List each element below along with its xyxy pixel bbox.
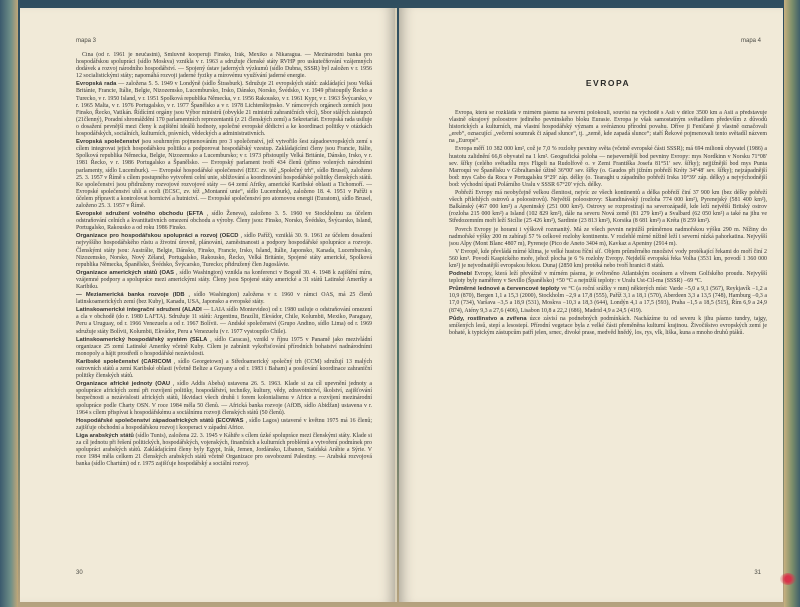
- paragraph-text: (sídlo Tunis), založena 22. 3. 1945 v Káhiře s cílem úzké spolupráce mezi členskými státy. Klade si za cíl jednotu při řešení politických, hospodářských, vojenských, finančních a kulturních problémů a vytvoření podmínek pro spolupráci arabských států. Zakládajícími členy byly Egypt, Irák, Jemen, Jordánsko, Libanon, Saúdská Arábie a Sýrie. V roce 1984 měla celkem 21 členských arabských států včetně Organizace pro osvobození Palestiny. — Arabská rozvojová banka (sídlo Chartúm) od r. 1975 zajišťuje hospodářský a sociální rozvoj.: [76, 432, 372, 468]
- paragraph: [449, 271, 767, 285]
- paragraph-text: , sídlo Addis Abeba) ustavena 26. 5. 1963. Klade si za cíl upevnění jednoty a spolupráce afrických zemí při rozvíjení politiky, hospodářství, techniky, kultury, vědy, zdravotnictví, školství, zajišťování bezpečnosti a nezávislosti afrických států, likvidaci všech druhů i forem kolonialismu v Africe a rozvíjení mezinárodní spolupráce podle Charty OSN. V roce 1984 měla 50 členů. — Africká banka rozvoje (AfDB, sídlo Abidžan) ustavena v r. 1964 s cílem přispívat k hospodářskému a sociálnímu rozvoji členských států (50 členů).: [76, 381, 372, 416]
- paragraph: [449, 249, 767, 270]
- paragraph-text: jsou souhrnným pojmenováním pro 3 společenství, jež vytvořilo šest západoevropských zemí s cílem integrovat jejich hospodářskou politiku a podporovat hospodářský vzestup. Zakládajícími členy jsou Francie, Itálie, Spolková republika Německa, Belgie, Nizozemsko a Lucembursko; v r. 1973 přistoupily Velká Británie, Dánsko, Irsko, v r. 1981 Řecko, v r. 1986 Portugalsko a Španělsko. — Evropský parlament tvoří 434 členů (přímo volených národními parlamenty, sídlo Lucemburk). — Evropské hospodářské společenství (EEC zv. též „Společný trh“, sídlo Brusel), založeno 25. 3. 1957 v Římě s cílem postupného vytvoření celní unie, sbližování a koordinování hospodářské politiky členských států. Ke společenství jsou přidruženy rozvojové rozvojové státy — 64 zemí Afriky, americké Karibské oblasti a Tichomoří. — Evropské společenství uhlí a oceli (ECSC, zv. též „Montanní unie“, sídlo Lucemburk), založeno 18. 4. 1951 v Paříži s účelem přípravit a kontrolovat hornictví a hutnictví. — Evropské společenství pro atomovou energii (Euratom), sídlo Brusel, založeno 25. 3. 1957 v Římě.: [76, 139, 372, 209]
- paragraph-text: , sídlo Lagos) ustavené v květnu 1975 má 16 členů; zajišťuje obchodní a hospodářskou rozvoj i kooperaci v západní Africe.: [76, 417, 372, 431]
- paragraph: [76, 418, 372, 432]
- paragraph-heading: — Meziamerická banka rozvoje (IDB: [76, 292, 185, 299]
- paragraph-heading: Organizace pro hospodářskou spolupráci a rozvoj (OECD: [76, 233, 239, 240]
- paragraph-text: , sídlo Washington) vznikla na konferenci v Bogotě 30. 4. 1948 k zajištění míru, vzájemné podpory a spolupráce mezi americkými státy. Členy jsou Spojené státy americké a 31 států Latinské Ameriky a Karibiku.: [76, 269, 372, 290]
- paragraph-text: V Evropě, kde převládá mírné klima, je velké hustou říční síť. Objem průměrného množství vody protékající řekami do moří činí 2 560 km³. Povodí Kaspického moře, jehož plocha je 6 % rozlohy Evropy. Nejdelší evropská řeka Volha (3531 km, povodí 1 360 000 km²) je nejvodnatější evropskou řekou. Dunaj (2850 km) protéká nebo tvoří hranici 8 států.: [449, 248, 767, 269]
- right-text-column: [449, 110, 767, 578]
- paragraph-heading: Evropská společenství: [76, 139, 140, 146]
- paragraph-text: , sídlo Ženeva), založeno 3. 5. 1960 ve Stockholmu za účelem odstraňování celních a kvantitativních omezení obchodu a výroby. Členy jsou: Finsko, Norsko, Švédsko, Švýcarsko, Island, Portugalsko, Rakousko a od roku 1986 Finsko.: [76, 211, 372, 232]
- paragraph-heading: Evropské sdružení volného obchodu (EFTA: [76, 211, 204, 218]
- paragraph-text: Evropa, která se rozkládá v mírném pásmu na severní polokouli, souvisí na východě s Asií v délce 3500 km a Asii a představuje vlastně okrajový poloostrov jediného pevninského bloku Eurasie. Evropa je však samostatným světadílem především z důvodů historických a kulturních, má vlastní hospodářský význam a svéráznou přírodní povahu. Dříve ji Feničané ji vlastně označovali „ereb“, oznacující „večerní soumrak či západ slunce“, tj. „země, kde zapadá slunce“; staří Řekové pojmenovali tento světadíl názvem na „Europé“.: [449, 110, 767, 145]
- paragraph-text: , sídlo Paříž), vzniklá 30. 9. 1961 ze účelem dosažení nejvyššího hospodářského růstu a životní úrovně, plánování, zaměstnanosti a podpory hospodářské spolupráce a rozvoje. Členskými státy jsou: Austrálie, Belgie, Dánsko, Finsko, Francie, Irsko, Island, Itálie, Japonsko, Kanada, Lucembursko, Nizozemsko, Norsko, Nový Zéland, Portugalsko, Rakousko, Řecko, Velká Británie, Spojené státy americké, Spolková republika Německa, Španělsko, Švédsko, Švýcarsko, Turecko; přidružený člen Jugoslávie.: [76, 233, 372, 268]
- paragraph: [449, 227, 767, 248]
- paragraph-heading: Evropská rada: [76, 81, 117, 88]
- paragraph-text: Pobřeží Evropy má neobyčejně velkou členitost, nejvíc ze všech kontinentů a délka pobřeží činí 37 900 km (bez délky pobřeží všech přilehlých ostrovů a poloostrovů). Největší poloostrovy: Skandinávský (rozloha 774 000 km²), Pyrenejský (581 400 km²), Balkánský (467 000 km²) a Apeninský (251 000 km²). Ostrovy se rozprostírají na severozápadě, kde leží největší Britský ostrov (rozloha 215 000 km²) a Island (102 829 km²), dále na severu Nová země (81 279 km²) a Svalbard (62 050 km²) a také na jihu ve Středozemním moři leží Sicílie (25 426 km²), Sardinie (23 813 km²), Korsika (8 681 km²) a Kréta (8 259 km²).: [449, 190, 767, 225]
- page-number-right: 31: [754, 570, 761, 576]
- paragraph-text: , sídlo Washington) založena v r. 1960 v rámci OAS, má 25 členů latinskoamerických zemí (bez Kuby), Kanadu, USA, Japonsko a evropské státy.: [76, 292, 372, 306]
- paragraph: [76, 292, 372, 306]
- paragraph-text: Evropa měří 10 382 000 km², což je 7,0 % rozlohy pevniny světa (včetně evropské části SSSR); má 694 milionů obyvatel (1986) a hustotu zalidnění 66,8 obyvatel na 1 km². Geografická poloha — nejsevernější bod pevniny Evropy: mys Nordkinn v Norsku 71°08′ sev. šířky (celého světadílu mys Fligeli na Rudolfově o. v Zemi Františka Josefa 81°51′ sev. šířky); nejjižnější bod mys Punta Marroquí ve Španělsku v Gibraltarské úžině 36°00′ sev. šířky (o. Gaudos při jižním pobřeží Kréty 34°48′ sev. šířky); nejzápadnější bod: mys Cabo da Roca v Portugalsku 9°29′ záp. délky (o. Tearaght u západního pobřeží Irska 10°39′ záp. délky) a nejvýchodnější bod: východní úpatí Polárního Uralu v SSSR 67°20′ vých. délky.: [449, 146, 767, 188]
- lipstick-mark: [780, 573, 796, 585]
- paragraph: [76, 433, 372, 468]
- paragraph-text: Evropy, která leží převážně v mírném pásmu, je ovlivněno Atlantským oceánem a vlivem Golfského proudu. Nejvyšší teploty byly naměřeny v Sevillo (Španělsko) +50 °C a nejnižší teploty: v Uralu Ust-Cil-ma (SSSR) −69 °C.: [449, 271, 767, 285]
- paragraph: [76, 307, 372, 335]
- paragraph: [449, 286, 767, 314]
- book-cover-edge-left: [0, 0, 18, 607]
- paragraph-heading: Liga arabských států: [76, 432, 134, 439]
- paragraph: [76, 359, 372, 380]
- paragraph: [76, 381, 372, 416]
- paragraph-text: — LAIA sídlo Montevideo) od r. 1980 usiluje o odstraňování omezení a cla v obchodě (do r. 1980 LAFTA). Sdružuje 11 států: Argentinu, Brazílii, Ekvádor, Chile, Kolumbii, Mexiko, Paraguay, Peru a Uruguay, od r. 1966 Venezuelu a od r. 1967 Bolívii. — Andské společenství (Grupo Andino, sídlo Lima) od r. 1969 sdružuje státy Bolívii, Kolumbii, Ekvádor, Peru a Venezuelu (v r. 1977 vystoupilo Chile).: [76, 307, 372, 335]
- paragraph: [449, 316, 767, 337]
- paragraph-heading: Organizace africké jednoty (OAU: [76, 381, 171, 388]
- paragraph-heading: Organizace amerických států (OAS: [76, 269, 175, 276]
- paragraph-heading: Půdy, rostlinstvo a zvířena: [449, 315, 527, 322]
- paragraph-text: ve °C (a roční srážky v mm) některých míst: Varde −5,0 a 9,1 (567), Reykjavík −1,2 a 10,9 (870), Bergen 1,1 a 15,3 (2000), Stockholm −2,9 a 17,8 (555), Paříž 3,1 a 18,1 (570), Aberdeen 3,3 a 13,5 (748), Hamburg −0,3 a 17,0 (734), Varšava −3,5 a 18,9 (531), Moskva −10,3 a 18,3 (644), Londýn 4,1 a 17,5 (593), Praha −1,5 a 18,5 (515), Řím 6,9 a 24,9 (874), Atény 9,3 a 27,6 (406), Lisabon 10,8 a 22,2 (686), Madrid 4,9 a 24,5 (419).: [449, 286, 767, 314]
- paragraph: [76, 52, 372, 80]
- paragraph: [449, 190, 767, 225]
- paragraph-heading: Latinskoamerické integrační sdružení (ALADI: [76, 307, 202, 314]
- paragraph-heading: Podnebí: [449, 271, 472, 278]
- page-number-left: 30: [76, 570, 83, 576]
- paragraph: [449, 146, 767, 189]
- paragraph-text: — založena 5. 5. 1949 v Londýně (sídlo Štrasburk). Sdružuje 21 evropských států: zakládající jsou Velká Británie, Francie, Itálie, Belgie, Nizozemsko, Lucembursko, Irsko, Dánsko, Norsko, Švédsko, v r. 1949 přistoupily Řecko a Turecko, v r. 1950 Island, v r. 1951 Spolková republika Německa, v r. 1956 Rakousko, v r. 1961 Kypr, v r. 1963 Švýcarsko, v r. 1965 Malta, v r. 1976 Portugalsko, v r. 1977 Španělsko a v r. 1978 Lichtenštejnsko. V rámcových orgánech zemích jsou Finsko, Řecko, Vatikán. Řídícími orgány jsou Výbor ministrů (obvykle 21 ministrů zahraničních věcí), Sbor stálých zástupců (21členný), Poradní shromáždění 170 parlamentních reprezentantů (z 21 členských zemí) a Sekretariát. Evropská rada usiluje o dosažení pevnější mezi členy k zajištění ideálů hodnoty, společné evropské dědictví a ke koordinaci politiky v otázkách hospodářských, sociálních, kulturních, právních, vědeckých a administrativních.: [76, 81, 372, 138]
- paragraph-text: , sídlo Georgetown) a Středoamerický společný trh (CCM) sdružují 13 malých ostrovních států a zemí Karibské oblasti (včetně Belize a Guyany a od r. 1983 i Baham) a posilování koordinace zahraniční politiky členských států.: [76, 358, 372, 380]
- paragraph: [449, 110, 767, 145]
- section-title: EVROPA: [585, 78, 631, 88]
- paragraph-text: Čína (od r. 1961 je neučastní), Šmluvně kooperují Finsko, Irák, Mexiko a Nikaragua. — Mezinárodní banka pro hospodářskou spolupráci (sídlo Moskva) vznikla v r. 1963 a sdružuje členské státy RVHP pro uskutečňování vzájemných dodávek a rozvoj národního hospodářství. — Spojený ústav jaderných výzkumů (sídlo Dubna, SSSR) byl založen v r. 1956 12 socialistickými státy; napomáhá rozvoji jaderné fyziky a mírovému využívání jaderné energie.: [76, 52, 372, 80]
- paragraph-heading: Hospodářské společenství západoafrických států (ECOWAS: [76, 417, 244, 424]
- paragraph-heading: Latinskoamerický hospodářský systém (SELA: [76, 336, 208, 343]
- paragraph-text: , sídlo Caracas), vznikl v říjnu 1975 v Panamě jako mezivládní organizace 25 zemí Latinské Ameriky včetně Kuby. Cílem je zabránit vykořisťování přírodních bohatství nadnárodními monopoly a hájit prostředí o hospodářské nezávislosti.: [76, 336, 372, 357]
- paragraph-heading: Průměrné lednové a červencové teploty: [449, 286, 560, 293]
- paragraph-text: Povrch Evropy je horami i výškově rozmanitý. Má ze všech pevnin nejnižší průměrnou nadmořskou výšku 290 m. Nížiny do nadmořské výšky 200 m zabírají 57 % celkové rozlohy kontinentu. V rozlehlé mírné nížině leží i severní nízká pahorkatina. Nejvyšší jsou Alpy (Mont Blanc 4807 m), Pyreneje (Pico de Aneto 3404 m), Kavkaz a Apeniny (2914 m).: [449, 226, 767, 247]
- right-page: [399, 8, 783, 602]
- left-page: [20, 8, 397, 602]
- paragraph: [76, 81, 372, 138]
- map-reference-label: mapa 3: [76, 38, 97, 44]
- paragraph: [76, 270, 372, 291]
- left-text-column: [76, 52, 372, 570]
- paragraph: [76, 337, 372, 358]
- paragraph: [76, 139, 372, 210]
- paragraph-heading: Karibské společenství (CARICOM: [76, 358, 172, 365]
- book-cover-edge-right: [784, 0, 800, 607]
- paragraph: [76, 211, 372, 232]
- paragraph: [76, 233, 372, 268]
- map-reference-label: mapa 4: [740, 38, 761, 44]
- paragraph-text: úzce závisí na podnebných podmínkách. Nacházíme tu od severu k jihu pásmo tundry, tajgy, smíšených lesů, stepí a lesostepí. Přírodní vegetace byla z velké části přeměněna kulturní krajinou. Živočišstvo evropských zemí je bohaté, k typickým zástupcům patří jelen, srnec, divoké prase, medvěd hnědý, los, rys, vlk, liška, kuna a mnoho druhů ptáků.: [449, 315, 767, 336]
